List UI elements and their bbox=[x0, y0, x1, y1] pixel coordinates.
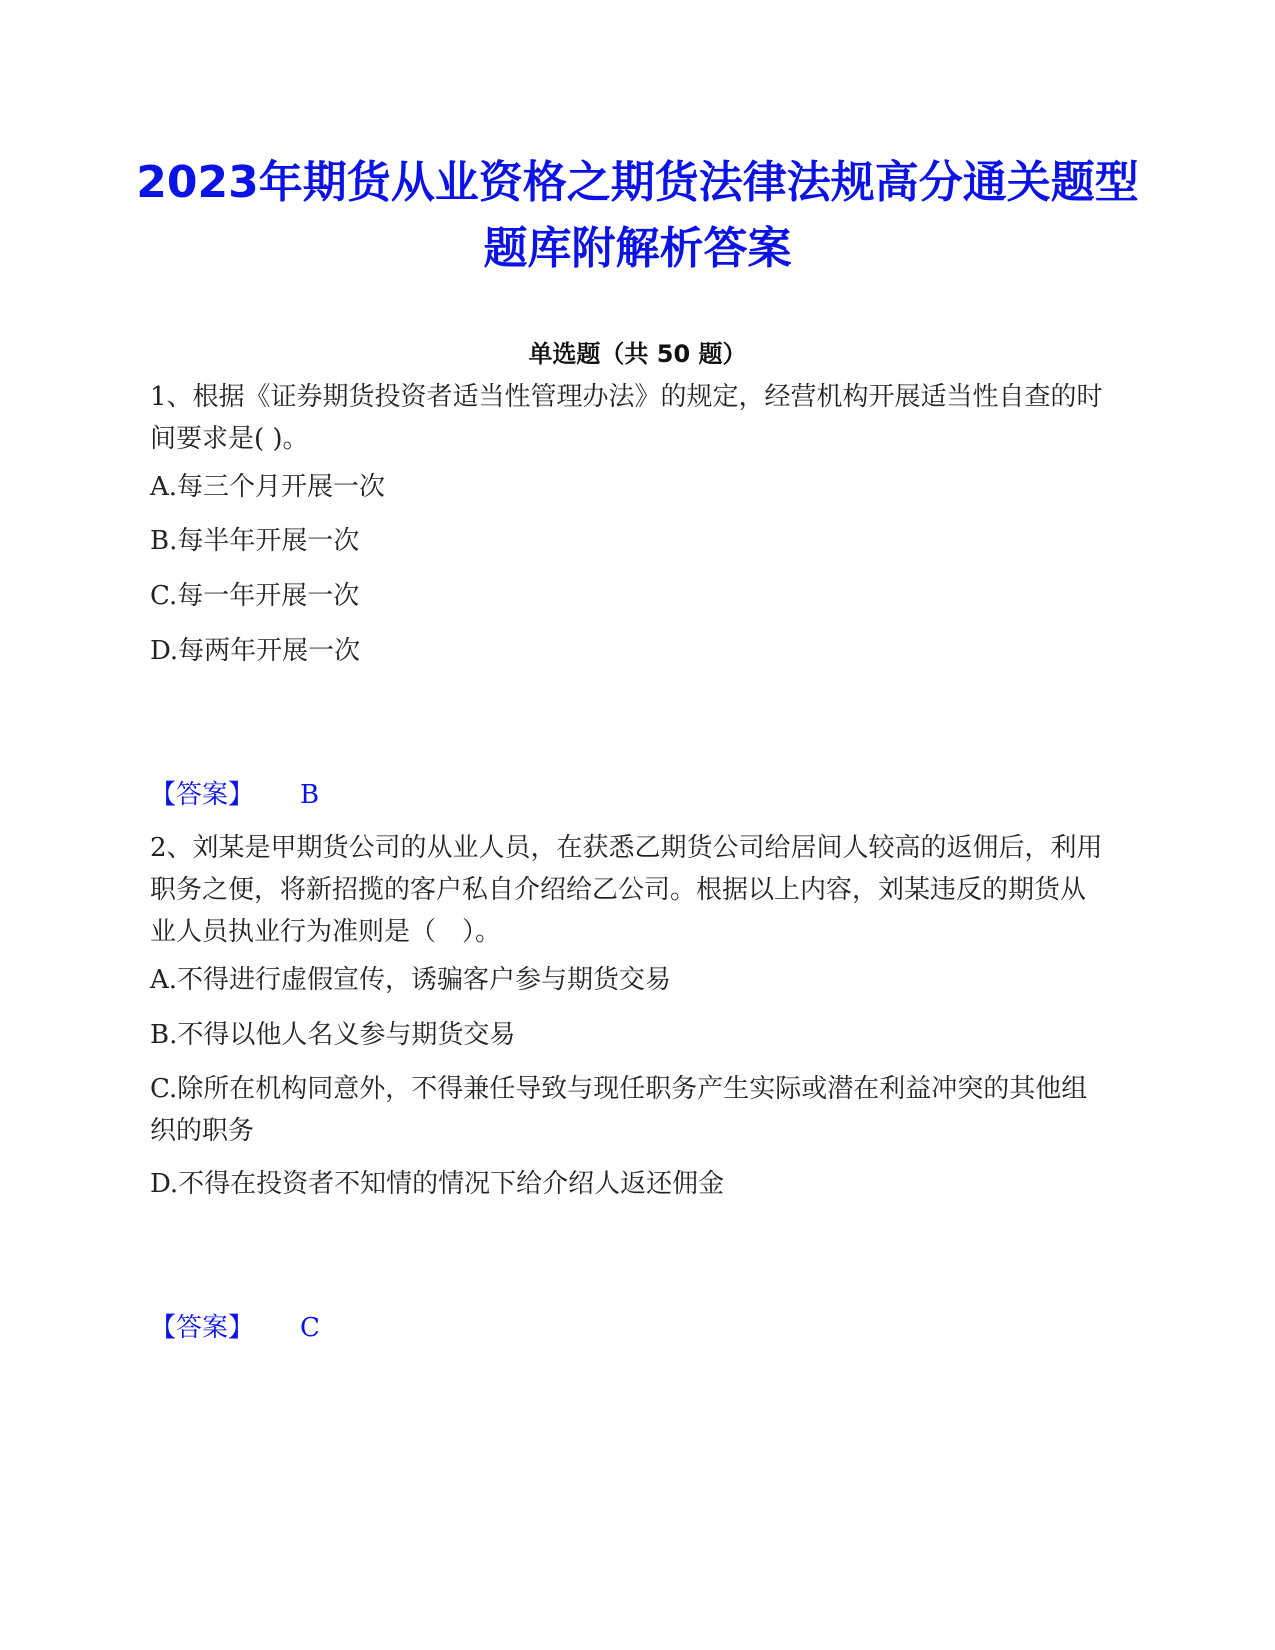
question-2-option-b: B.不得以他人名义参与期货交易 bbox=[150, 1020, 516, 1050]
question-2-option-a: A.不得进行虚假宣传，诱骗客户参与期货交易 bbox=[150, 965, 672, 995]
answer-label: 【答案】 bbox=[150, 780, 255, 810]
answer-label: 【答案】 bbox=[150, 1313, 255, 1343]
question-1-option-d: D.每两年开展一次 bbox=[150, 636, 361, 666]
question-1-stem: 1、根据《证券期货投资者适当性管理办法》的规定，经营机构开展适当性自查的时间要求是( )。 bbox=[150, 382, 1103, 454]
question-1-option-a: A.每三个月开展一次 bbox=[150, 472, 386, 502]
question-1-answer bbox=[150, 774, 319, 816]
document-title: 2023年期货从业资格之期货法律法规高分通关题型题库附解析答案 bbox=[136, 157, 1139, 274]
answer-value: C bbox=[300, 1313, 320, 1343]
section-heading: 单选题（共 50 题） bbox=[528, 340, 747, 368]
answer-value: B bbox=[300, 780, 320, 810]
question-1-option-b: B.每半年开展一次 bbox=[150, 526, 360, 556]
question-1-option-c: C.每一年开展一次 bbox=[150, 581, 360, 611]
question-2-option-c: C.除所在机构同意外，不得兼任导致与现任职务产生实际或潜在利益冲突的其他组织的职务 bbox=[150, 1074, 1088, 1146]
question-2-answer bbox=[150, 1307, 320, 1349]
question-2-stem: 2、刘某是甲期货公司的从业人员，在获悉乙期货公司给居间人较高的返佣后，利用职务之便，将新招揽的客户私自介绍给乙公司。根据以上内容，刘某违反的期货从业人员执业行为准则是（ ）。 bbox=[150, 833, 1103, 947]
question-2-option-d: D.不得在投资者不知情的情况下给介绍人返还佣金 bbox=[150, 1169, 725, 1199]
